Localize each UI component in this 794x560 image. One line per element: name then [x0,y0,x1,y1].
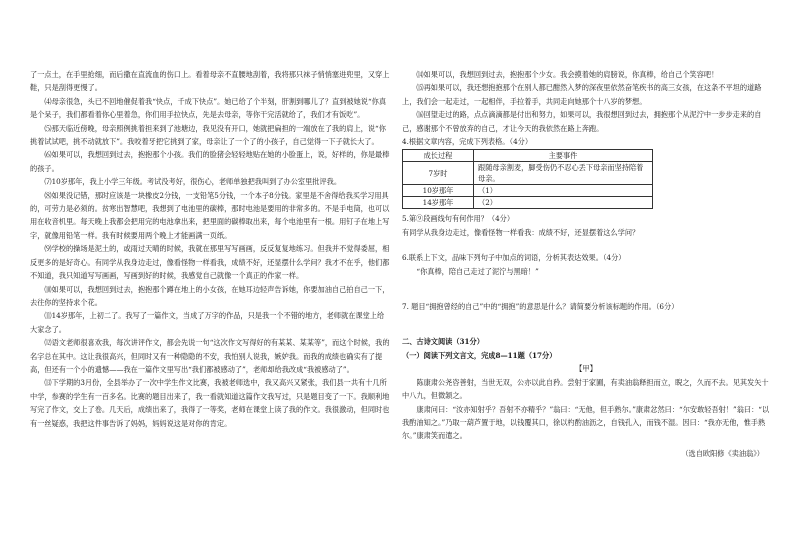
article-paragraph: ⒀下学期的3月份，全县举办了一次中学生作文比赛，我被老师选中，我又高兴又紧张，我们县一共有十几所中学，参赛的学生有一百多名。比赛的题目出来了，我一看就知道这篇作文我写过，只是题目变了一下。我顺利地写完了作文，交上了卷。几天后，成绩出来了，我得了一等奖，老师在课堂上读了我的作文。我很激动，但同时也有一丝疑惑，我把这件事告诉了妈妈，妈妈说这是对你的肯定。 [30,378,390,428]
table-cell: 14岁那年 [403,197,474,209]
table-cell: （2） [474,197,653,209]
question-5: 5.第⑨段画线句有何作用？（4分） [402,214,515,224]
article-paragraph: ⒁如果可以，我想回到过去，抱抱那个少女。我会摸着她的肩膀说，你真棒，给自己个笑容吧！ [416,70,719,79]
article-paragraph: ⒂再如果可以，我还想抱抱那个在别人都已酣然入梦的深夜里依然奋笔疾书的高三女孩，在这条不平坦的道路上，我们会一起走过，一起相伴，手拉着手，共同走向她那个十八岁的梦想。 [402,83,762,106]
table-header: 成长过程 [403,150,474,162]
section-title: 二、古诗文阅读（31分） [402,337,484,347]
article-paragraph: ⑸那天临近傍晚，母亲照例挑着担来到了池塘边，我见没有开口，她就把扁担的一端放在了我的肩上，说“你挑着试试吧，挑不动就放下”。我咬着牙把它挑到了家，母亲让了一个了的小孩子，自己觉得一下子就长大了。 [30,123,386,147]
table-cell: （1） [474,185,653,197]
section-subtitle: （一）阅读下列文言文，完成8—11题（17分） [402,350,557,360]
question-6-quote: “你真棒，陪自己走过了泥泞与黑暗！” [416,266,539,276]
article-paragraph: ⑺10岁那年，我上小学三年级。考试没考好，很伤心，老师单独把我叫到了办公室里批评我。 [44,177,342,187]
article-paragraph: ⑻如果没记错，那时应该是一块橡皮2分钱，一支铅笔5分钱，一个本子8分钱。家里是不舍得给我买学习用具的，可劳力是必须的。贫寒出智慧吧，我想到了电池里的碳棒，那时电池是要用的非常多的。不是手电筒，也可以用在收音机里。每天晚上我都会把用完的电池拿出来，把里面的碳棒取出来，每个电池里有一根。用钉子在地上写字，就像用铅笔一样。我有时候要用两个晚上才能画满一页纸。 [30,190,390,240]
article-paragraph: 了一点土，在手里抢细，而后撒在直流血的伤口上。看着母亲不直腰地刮着，我将那只袜子悄悄塞进兜里，又穿上鞋，只是刮得更慢了。 [30,70,390,93]
article-paragraph: ⑽如果可以，我想回到过去，抱抱那个蹲在地上的小女孩，在她耳边轻声告诉她，你要加油自己拍自己一下，去往你的坚持求个花。 [30,284,390,307]
article-paragraph: ⑹如果可以，我想回到过去，抱抱那个小孩。我们的脸猪会轻轻地贴在她的小脸蛋上，说，好样的，你是最棒的孩子。 [30,150,390,173]
question-6: 6.联系上下文，品味下列句子中加点的词语，分析其表达效果。（4分） [402,253,626,263]
article-paragraph: ⑾14岁那年，上初二了。我写了一篇作文，当成了万字的作品，只是我一个不错的地方，老师就在课堂上给大家念了。 [30,311,385,334]
article-paragraph: ⒃回望走过的路，点点滴滴都是付出和努力，如果可以，我很想回到过去，拥抱那个从泥泞中一步步走来的自己，感谢那个不曾放弃的自己，才让今天的我依然在路上奔跑。 [402,110,762,133]
article-paragraph: ⑷母亲很急，头已不回地催促着我“快点，千成下快点”。她已给了个半刻，肝割到哪儿了？直到被她说“你真是个呆子，我们都看着你心里着急，你们用手拉快点，先是去母亲，等你干完活就给了，我们才有饭吃”。 [30,96,387,120]
passage-label: 【甲】 [575,364,597,374]
right-column [402,68,770,460]
classical-passage-2: 康肃问曰：“汝亦知射乎？吾射不亦精乎？”翁曰：“无他，但手熟尔。”康肃忿然曰：“尔安敢轻吾射！”翁曰：“以我酌油知之。”乃取一葫芦置于地，以钱覆其口，徐以杓酌油沥之，自钱孔入，而钱不湿。因曰：“我亦无他，惟手熟尔。”康肃笑而遣之。 [402,404,770,441]
question-4: 4.根据文章内容，完成下列表格。（4分） [402,137,533,147]
source-citation: （选自欧阳修《卖油翁》） [681,448,764,458]
table-header: 主要事件 [474,150,653,162]
question-7: 7. 题目“拥抱曾经的自己”中的“拥抱”的意思是什么？请简要分析该标题的作用。（6分） [402,302,679,312]
table-cell: 跟随母亲割麦，脚受伤仍不忍心丢下母亲而坚持陪着母亲。 [474,162,653,185]
table-cell: 10岁那年 [403,185,474,197]
table-cell: 7岁时 [403,162,474,185]
growth-table [402,149,653,209]
article-paragraph: ⑿语文老师很喜欢我，每次讲评作文，都会先说一句“这次作文写得好的有某某、某某等”，而这个时候，我的名字总在其中。这让我很高兴，但同时又有一种隐隐的不安，我怕别人说我，嫉妒我。而我的成绩也确实有了提高，但还有一个小的遗憾——我在一篇作文里写出“我们都被感动了”，老师却给我改成“我被感动了”。 [30,338,390,374]
article-paragraph: ⑼学校的操场是泥土的，或雨过天晴的时候，我就在那里写写画画，反反复复地练习。但我并不觉得委屈，相反更多的是好奇心。有同学从我身边走过，像看怪物一样看我，成绩不好，还显摆什么学问？我才不在乎，他们都不知道，我只知道写写画画，写画到好的时候，我感觉自己就像一个真正的作家一样。 [30,244,390,281]
left-column [30,68,390,430]
classical-passage-1: 陈康肃公尧咨善射，当世无双，公亦以此自矜。尝射于家圃，有卖油翁释担而立，睨之，久而不去。见其发矢十中八九，但微颔之。 [402,377,769,401]
question-5-line: 有同学从我身边走过，像看怪物一样看我：成绩不好，还显摆着这么学问？ [402,227,640,237]
